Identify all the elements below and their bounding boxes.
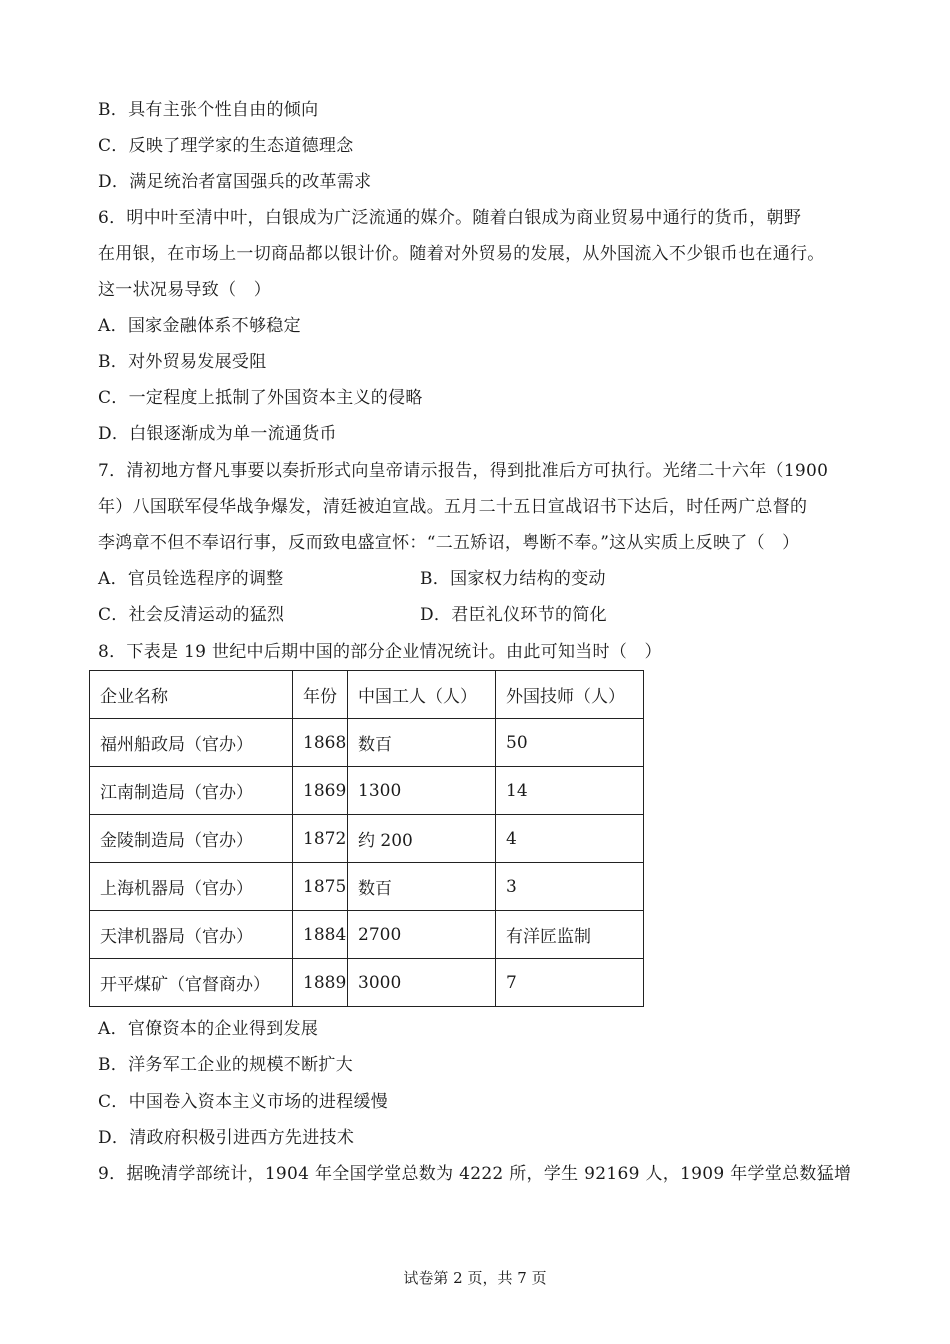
table-cell: 1875 bbox=[293, 863, 348, 911]
q8-option-a: A．官僚资本的企业得到发展 bbox=[98, 1019, 319, 1039]
q6-option-b: B．对外贸易发展受阻 bbox=[98, 352, 267, 372]
table-cell: 天津机器局（官办） bbox=[90, 911, 293, 959]
table-cell: 数百 bbox=[348, 719, 496, 767]
table-header-cell: 年份 bbox=[293, 671, 348, 719]
table-cell: 约 200 bbox=[348, 815, 496, 863]
table-cell: 3 bbox=[496, 863, 644, 911]
table-cell: 有洋匠监制 bbox=[496, 911, 644, 959]
q6-stem-line-2: 在用银，在市场上一切商品都以银计价。随着对外贸易的发展，从外国流入不少银币也在通行。 bbox=[98, 244, 825, 264]
table-row bbox=[90, 815, 644, 863]
table-cell: 1889 bbox=[293, 959, 348, 1007]
table-header-cell: 企业名称 bbox=[90, 671, 293, 719]
q7-option-c: C．社会反清运动的猛烈 bbox=[98, 605, 285, 625]
table-cell: 江南制造局（官办） bbox=[90, 767, 293, 815]
table-row bbox=[90, 863, 644, 911]
q5-option-d: D．满足统治者富国强兵的改革需求 bbox=[98, 172, 372, 192]
table-cell: 1872 bbox=[293, 815, 348, 863]
table-cell: 1868 bbox=[293, 719, 348, 767]
table-header-cell: 外国技师（人） bbox=[496, 671, 644, 719]
q6-option-a: A．国家金融体系不够稳定 bbox=[98, 316, 301, 336]
q7-option-d: D．君臣礼仪环节的简化 bbox=[420, 605, 607, 625]
q6-option-c: C．一定程度上抵制了外国资本主义的侵略 bbox=[98, 388, 423, 408]
table-header-row bbox=[90, 671, 644, 719]
q7-option-b: B．国家权力结构的变动 bbox=[420, 569, 606, 589]
q7-stem-line-3: 李鸿章不但不奉诏行事，反而致电盛宣怀：“二五矫诏，粤断不奉。”这从实质上反映了（ ） bbox=[98, 533, 800, 553]
q7-stem-line-1: 7．清初地方督凡事要以奏折形式向皇帝请示报告，得到批准后方可执行。光绪二十六年（1900 bbox=[98, 461, 829, 481]
table-cell: 数百 bbox=[348, 863, 496, 911]
page-footer: 试卷第 2 页，共 7 页 bbox=[403, 1269, 547, 1287]
q8-option-d: D．清政府积极引进西方先进技术 bbox=[98, 1128, 355, 1148]
table-row bbox=[90, 719, 644, 767]
table-cell: 1300 bbox=[348, 767, 496, 815]
q9-stem: 9．据晚清学部统计，1904 年全国学堂总数为 4222 所，学生 92169 人，1909 年学堂总数猛增 bbox=[98, 1164, 852, 1184]
table-header-cell: 中国工人（人） bbox=[348, 671, 496, 719]
table-cell: 金陵制造局（官办） bbox=[90, 815, 293, 863]
table-row bbox=[90, 911, 644, 959]
table-cell: 50 bbox=[496, 719, 644, 767]
table-cell: 2700 bbox=[348, 911, 496, 959]
q6-stem-line-1: 6．明中叶至清中叶，白银成为广泛流通的媒介。随着白银成为商业贸易中通行的货币，朝野 bbox=[98, 208, 802, 228]
q7-option-a: A．官员铨选程序的调整 bbox=[98, 569, 284, 589]
table-cell: 3000 bbox=[348, 959, 496, 1007]
q8-stem: 8．下表是 19 世纪中后期中国的部分企业情况统计。由此可知当时（ ） bbox=[98, 642, 662, 662]
q5-option-b: B．具有主张个性自由的倾向 bbox=[98, 100, 319, 120]
table-cell: 7 bbox=[496, 959, 644, 1007]
table-cell: 上海机器局（官办） bbox=[90, 863, 293, 911]
table-cell: 1884 bbox=[293, 911, 348, 959]
q7-stem-line-2: 年）八国联军侵华战争爆发，清廷被迫宣战。五月二十五日宣战诏书下达后，时任两广总督的 bbox=[98, 497, 808, 517]
q6-option-d: D．白银逐渐成为单一流通货币 bbox=[98, 424, 337, 444]
table-cell: 4 bbox=[496, 815, 644, 863]
table-cell: 1869 bbox=[293, 767, 348, 815]
q8-option-b: B．洋务军工企业的规模不断扩大 bbox=[98, 1055, 353, 1075]
table-row bbox=[90, 767, 644, 815]
q8-option-c: C．中国卷入资本主义市场的进程缓慢 bbox=[98, 1092, 389, 1112]
table-row bbox=[90, 959, 644, 1007]
q5-option-c: C．反映了理学家的生态道德理念 bbox=[98, 136, 354, 156]
table-cell: 福州船政局（官办） bbox=[90, 719, 293, 767]
table-cell: 14 bbox=[496, 767, 644, 815]
q6-stem-line-3: 这一状况易导致（ ） bbox=[98, 280, 271, 300]
enterprise-statistics-table bbox=[89, 670, 644, 1007]
table-cell: 开平煤矿（官督商办） bbox=[90, 959, 293, 1007]
